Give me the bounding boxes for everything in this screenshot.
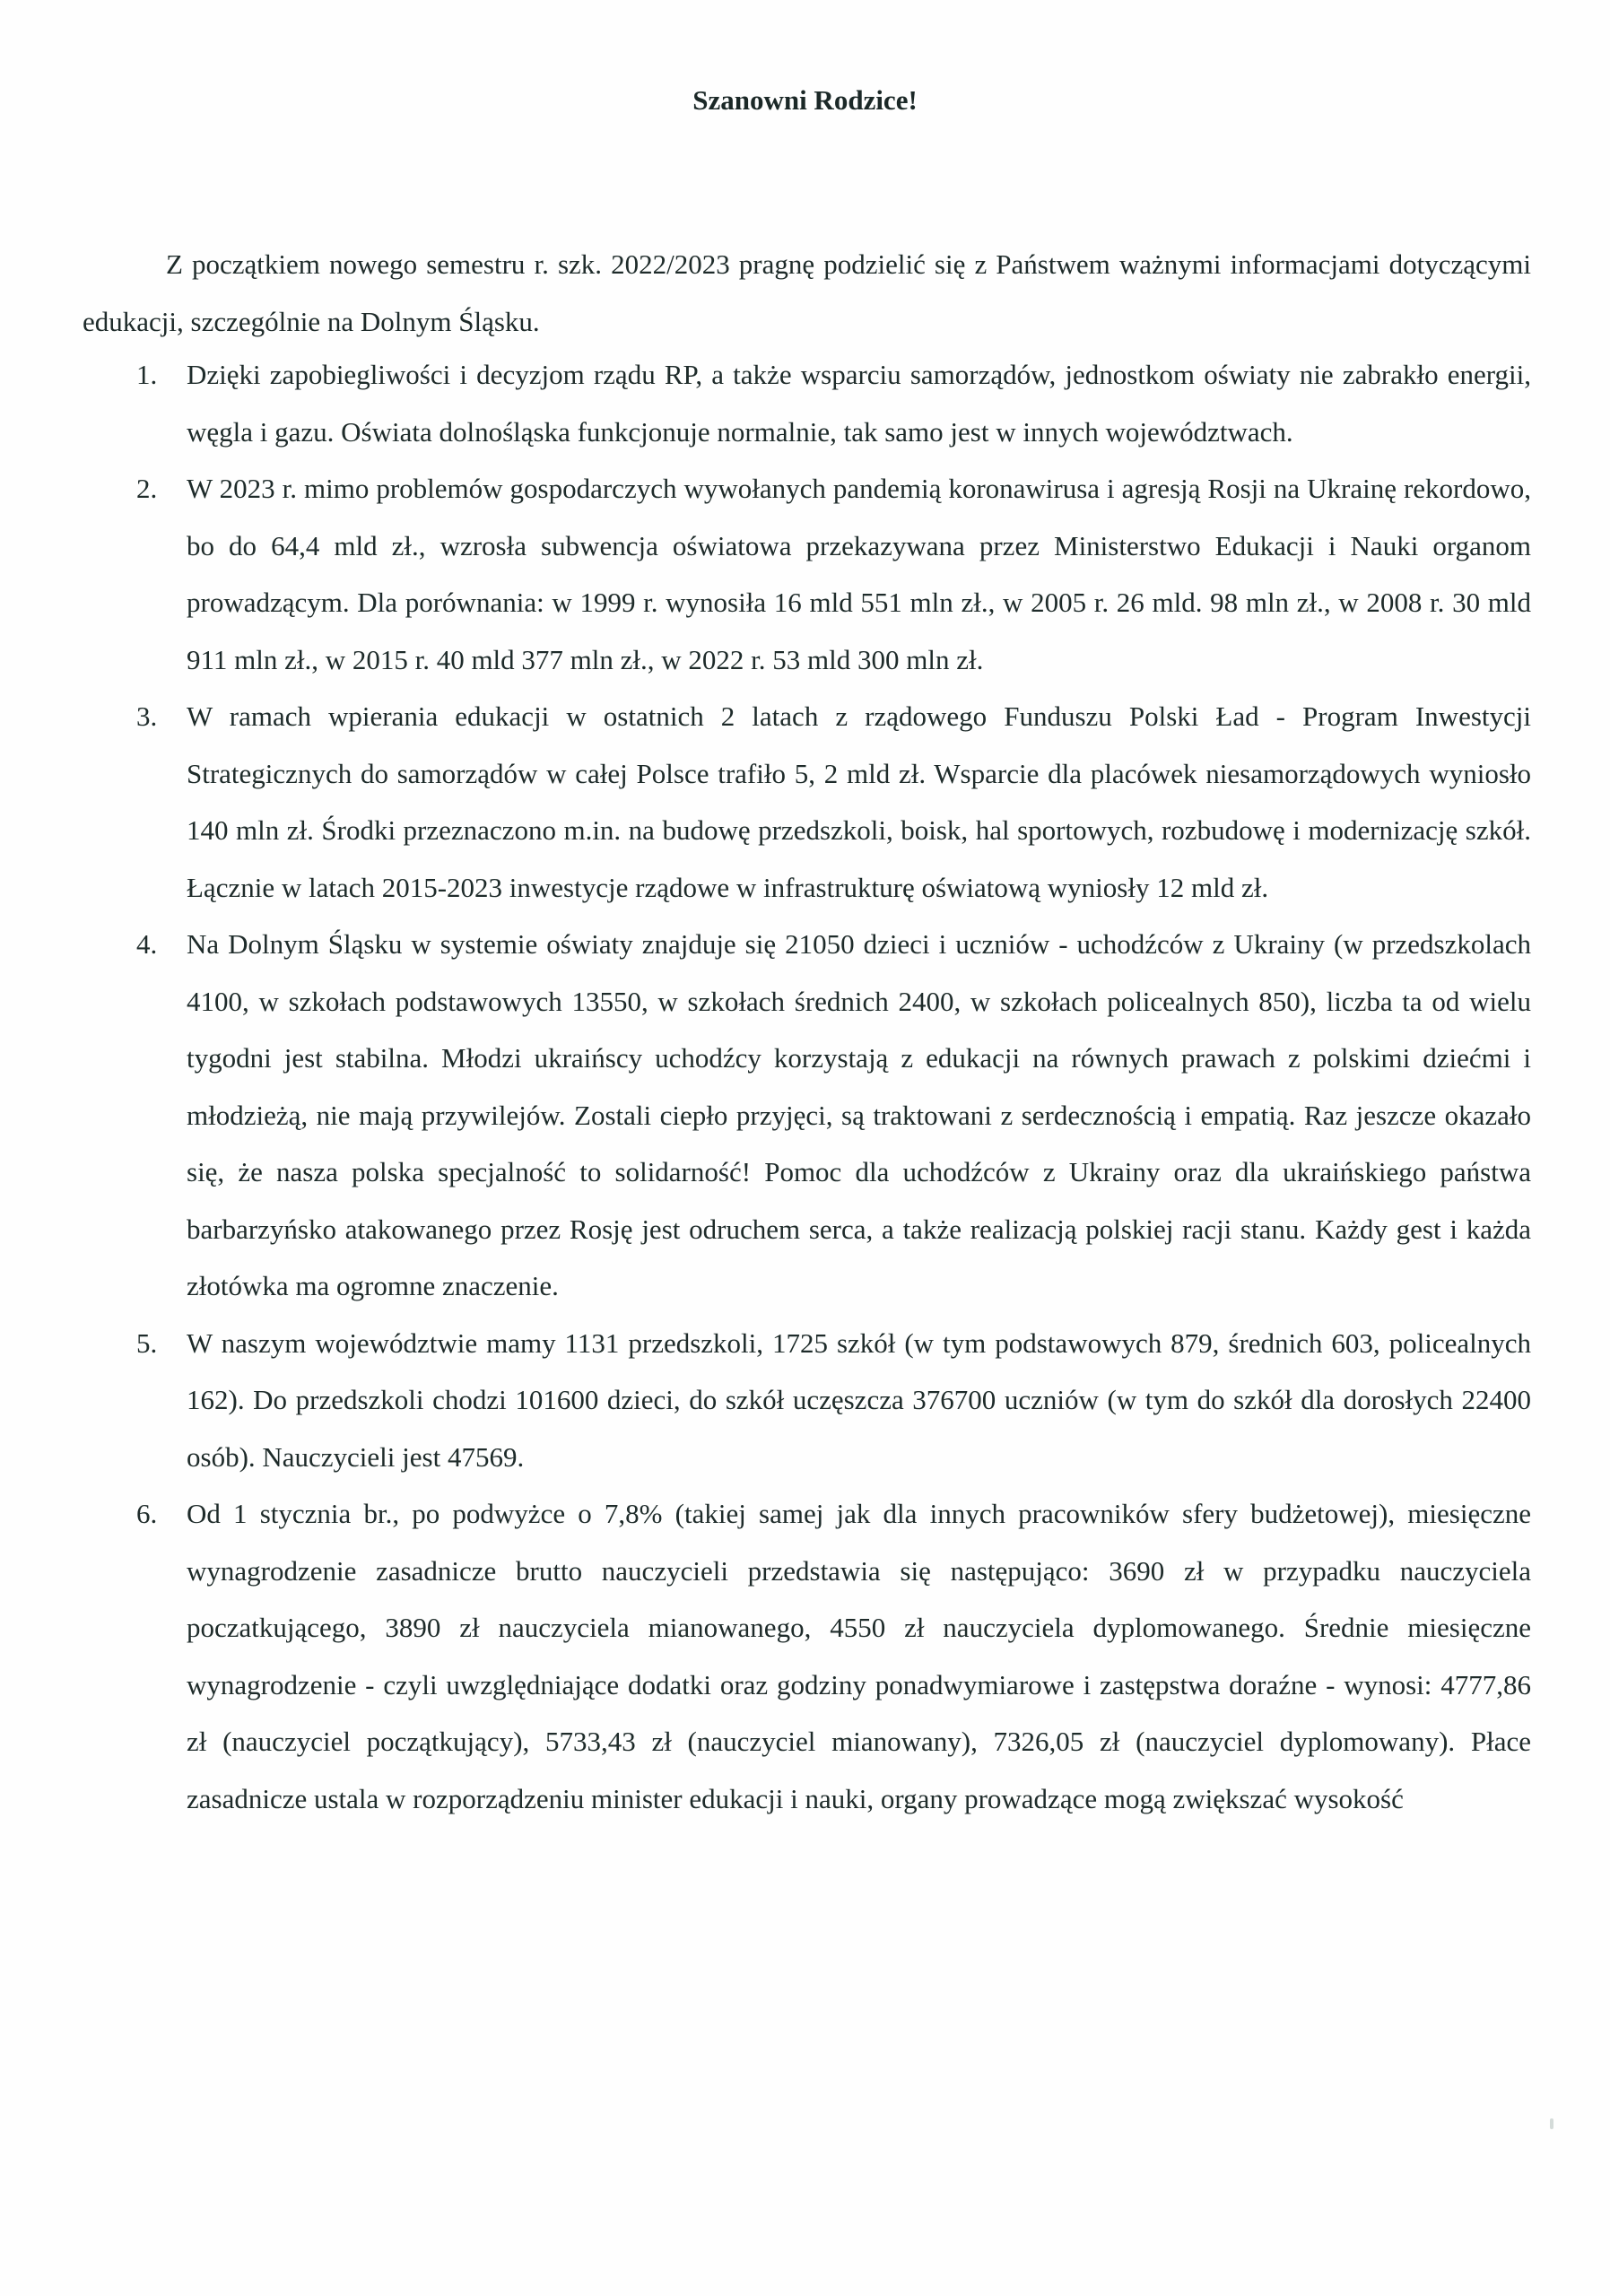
list-item [135, 688, 1531, 916]
list-item-text: W ramach wpierania edukacji w ostatnich 2 latach z rządowego Funduszu Polski Ład - Program Inwestycji Strategicznych do samorządów w całej Polsce trafiło 5, 2 mld zł. Wsparcie dla placówek niesamorządowych wyniosło 140 mln zł. Środki przeznaczono m.in. na budowę przedszkoli, boisk, hal sportowych, rozbudowę i modernizację szkół. Łącznie w latach 2015-2023 inwestycje rządowe w infrastrukturę oświatową wyniosły 12 mld zł. [187, 700, 1531, 903]
list-item-number: 6. [136, 1498, 158, 1529]
list-item [135, 346, 1531, 460]
list-item-number: 3. [136, 700, 158, 732]
list-item-text: Od 1 stycznia br., po podwyżce o 7,8% (takiej samej jak dla innych pracowników sfery budżetowej), miesięczne wynagrodzenie zasadnicze brutto nauczycieli przedstawia się następująco: 3690 zł w przypadku nauczyciela poczatkującego, 3890 zł nauczyciela mianowanego, 4550 zł nauczyciela dyplomowanego. Średnie miesięczne wynagrodzenie - czyli uwzględniające dodatki oraz godziny ponadwymiarowe i zastępstwa doraźne - wynosi: 4777,86 zł (nauczyciel początkujący), 5733,43 zł (nauczyciel mianowany), 7326,05 zł (nauczyciel dyplomowany). Płace zasadnicze ustala w rozporządzeniu minister edukacji i nauki, organy prowadzące mogą zwiększać wysokość [187, 1498, 1531, 1814]
list-item-number: 4. [136, 928, 158, 960]
list-item-text: W naszym województwie mamy 1131 przedszkoli, 1725 szkół (w tym podstawowych 879, średnich 603, policealnych 162). Do przedszkoli chodzi 101600 dzieci, do szkół uczęszcza 376700 uczniów (w tym do szkół dla dorosłych 22400 osób). Nauczycieli jest 47569. [187, 1326, 1531, 1473]
list-item-number: 2. [136, 473, 158, 504]
scan-artifact [1550, 2118, 1553, 2129]
numbered-list [135, 346, 1531, 1827]
list-item-number: 1. [136, 359, 158, 390]
intro-paragraph: Z początkiem nowego semestru r. szk. 2022/2023 pragnę podzielić się z Państwem ważnymi informacjami dotyczącymi edukacji, szczególnie na Dolnym Śląsku. [83, 248, 1531, 337]
list-item-text: Na Dolnym Śląsku w systemie oświaty znajduje się 21050 dzieci i uczniów - uchodźców z Ukrainy (w przedszkolach 4100, w szkołach podstawowych 13550, w szkołach średnich 2400, w szkołach policealnych 850), liczba ta od wielu tygodni jest stabilna. Młodzi ukraińscy uchodźcy korzystają z edukacji na równych prawach z polskimi dziećmi i młodzieżą, nie mają przywilejów. Zostali ciepło przyjęci, są traktowani z serdecznością i empatią. Raz jeszcze okazało się, że nasza polska specjalność to solidarność! Pomoc dla uchodźców z Ukrainy oraz dla ukraińskiego państwa barbarzyńsko atakowanego przez Rosję jest odruchem serca, a także realizacją polskiej racji stanu. Każdy gest i każda złotówka ma ogromne znaczenie. [187, 928, 1531, 1301]
list-item [135, 916, 1531, 1315]
list-item-number: 5. [136, 1326, 158, 1359]
list-item-text: W 2023 r. mimo problemów gospodarczych wywołanych pandemią koronawirusa i agresją Rosji na Ukrainę rekordowo, bo do 64,4 mld zł., wzrosła subwencja oświatowa przekazywana przez Ministerstwo Edukacji i Nauki organom prowadzącym. Dla porównania: w 1999 r. wynosiła 16 mld 551 mln zł., w 2005 r. 26 mld. 98 mln zł., w 2008 r. 30 mld 911 mln zł., w 2015 r. 40 mld 377 mln zł., w 2022 r. 53 mld 300 mln zł. [187, 473, 1531, 675]
letter-salutation: Szanowni Rodzice! [692, 84, 918, 116]
list-item [135, 1315, 1531, 1486]
list-item-text: Dzięki zapobiegliwości i decyzjom rządu RP, a także wsparciu samorządów, jednostkom oświaty nie zabrakło energii, węgla i gazu. Oświata dolnośląska funkcjonuje normalnie, tak samo jest w innych województwach. [187, 359, 1531, 448]
list-item [135, 1485, 1531, 1827]
list-item [135, 460, 1531, 688]
